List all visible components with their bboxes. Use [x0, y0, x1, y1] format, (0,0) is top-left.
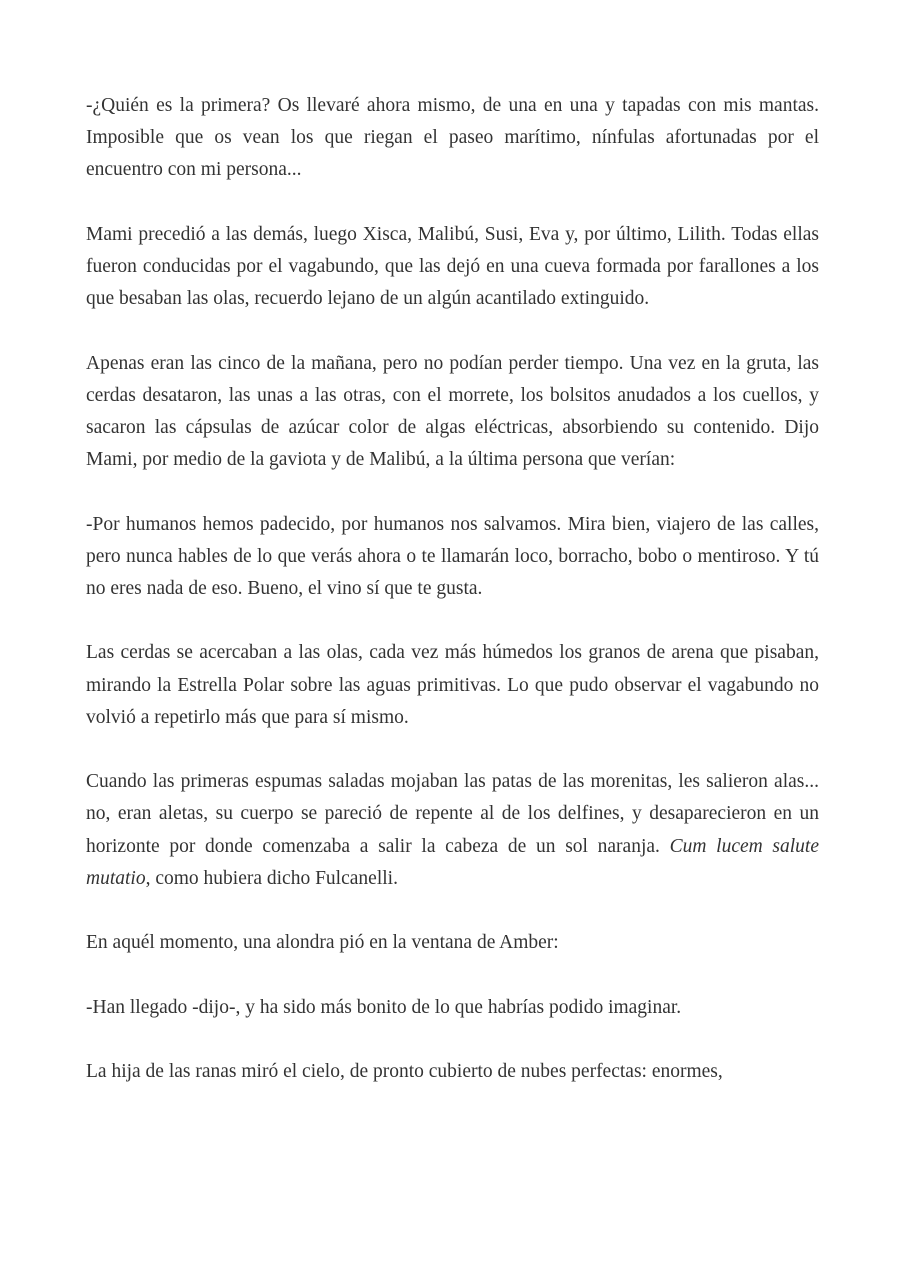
paragraph-5: Las cerdas se acercaban a las olas, cada vez más húmedos los granos de arena que pisaban, mirando la Estrella Polar sobre las aguas primitivas. Lo que pudo observar el vagabundo no volvió a repetirlo más que para sí mismo.: [86, 642, 819, 728]
paragraph-4: -Por humanos hemos padecido, por humanos nos salvamos. Mira bien, viajero de las calles, pero nunca hables de lo que verás ahora o te llamarán loco, borracho, bobo o mentiroso. Y tú no eres nada de eso. Bueno, el vino sí que te gusta.: [86, 513, 819, 599]
paragraph-6-text-end: , como hubiera dicho Fulcanelli.: [145, 867, 398, 889]
paragraph-9: La hija de las ranas miró el cielo, de pronto cubierto de nubes perfectas: enormes,: [86, 1060, 723, 1082]
paragraph-7: En aquél momento, una alondra pió en la ventana de Amber:: [86, 932, 559, 954]
paragraph-2: Mami precedió a las demás, luego Xisca, Malibú, Susi, Eva y, por último, Lilith. Todas ellas fueron conducidas por el vagabundo, que las dejó en una cueva formada por farallones a los que besaban las olas, recuerdo lejano de un algún acantilado extinguido.: [86, 223, 819, 310]
paragraph-3: Apenas eran las cinco de la mañana, pero no podían perder tiempo. Una vez en la gruta, las cerdas desataron, las unas a las otras, con el morrete, los bolsitos anudados a los cuellos, y sacaron las cápsulas de azúcar color de algas eléctricas, absorbiendo su contenido. Dijo Mami, por medio de la gaviota y de Malibú, a la última persona que verían:: [86, 352, 819, 471]
paragraph-6-text-start: Cuando las primeras espumas saladas mojaban las patas de las morenitas, les salieron alas... no, eran aletas, su cuerpo se pareció de repente al de los delfines, y desaparecieron en un horizonte por donde comenzaba a salir la cabeza de un sol naranja.: [86, 771, 819, 857]
paragraph-8: -Han llegado -dijo-, y ha sido más bonito de lo que habrías podido imaginar.: [86, 996, 682, 1018]
latin-quote: Cum lucem salute mutatio: [86, 835, 819, 889]
document-page: [86, 90, 819, 1088]
paragraph-1: -¿Quién es la primera? Os llevaré ahora mismo, de una en una y tapadas con mis mantas. Imposible que os vean los que riegan el paseo marítimo, nínfulas afortunadas por el encuentro con mi persona...: [86, 95, 819, 181]
paragraph-6: [86, 766, 819, 895]
